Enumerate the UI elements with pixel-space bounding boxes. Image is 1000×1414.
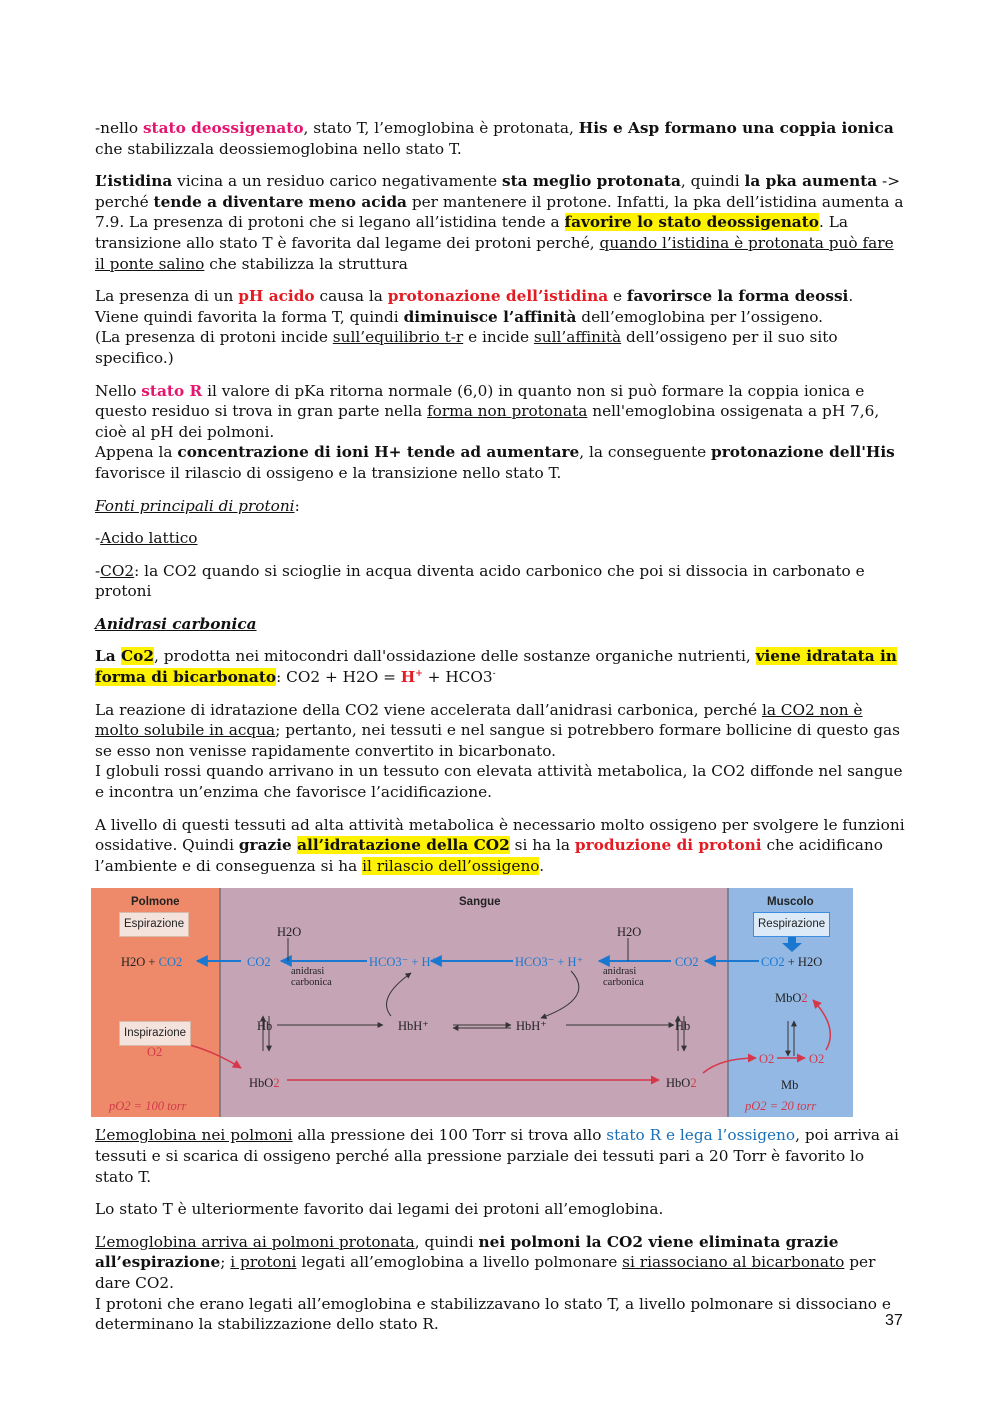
text: La presenza di un [95, 287, 239, 306]
hbh-right: HbH⁺ [516, 1019, 547, 1034]
text: ; [220, 1253, 231, 1272]
anidrasi-left [291, 966, 332, 988]
text: , poi arriva ai tessuti e si scarica di ossigeno perché alla pressione parziale dei tessuti pari a 20 Torr è favorito lo stato T. [95, 1126, 899, 1186]
red-text: H [400, 668, 416, 687]
underlined-text: Acido lattico [100, 529, 198, 548]
text: La reazione di idratazione della CO2 viene accelerata dall’anidrasi carbonica, perché [95, 700, 762, 719]
text: alla pressione dei 100 Torr si trova allo [292, 1126, 607, 1145]
page-number: 37 [885, 1312, 903, 1329]
text: e [608, 287, 627, 306]
text: che stabilizzala deossiemoglobina nello stato T. [95, 139, 462, 158]
paragraph-ph-acido [95, 286, 907, 368]
h2o-left: H2O [277, 925, 302, 940]
o2-lung: O2 [147, 1045, 163, 1060]
text: che stabilizza la struttura [204, 254, 408, 273]
hco3-left [369, 952, 437, 973]
bold-text: sta meglio protonata [501, 172, 681, 191]
text: . [539, 856, 545, 875]
text: , stato T, l’emoglobina è protonata, [303, 119, 579, 137]
hbh-left: HbH⁺ [398, 1019, 429, 1034]
column-label-polmone: Polmone [131, 896, 180, 909]
blue-text: stato R e lega l’ossigeno [606, 1126, 796, 1145]
diagram-graphics [91, 888, 853, 1117]
underlined-text: L’emoglobina arriva ai polmoni protonata [95, 1232, 415, 1251]
paragraph-reazione-idratazione [95, 700, 907, 803]
text: Nello [95, 381, 142, 400]
text: -nello [95, 119, 143, 137]
list-item-co2 [95, 561, 907, 602]
text: HbO [666, 1076, 691, 1091]
text: : CO2 + H2O = [276, 668, 401, 687]
bold-text: protonazione dell'His [711, 443, 895, 462]
highlighted-text: viene idratata in forma di bicarbonato [95, 647, 897, 687]
subscript: 2 [801, 991, 808, 1006]
bold-text: la pka aumenta [744, 172, 878, 191]
po2-lung: pO2 = 100 torr [109, 1099, 187, 1114]
bold-text: His e Asp formano una coppia ionica [578, 119, 894, 137]
text: favorisce il rilascio di ossigeno e la transizione nello stato T. [95, 463, 562, 482]
text: anidrasi [603, 966, 637, 978]
text: vicina a un residuo carico negativamente [172, 172, 502, 191]
bold-text: concentrazione di ioni H+ tende ad aumentare [177, 443, 580, 462]
dash: - [95, 529, 101, 548]
text: , la conseguente [579, 443, 712, 462]
italic-underlined-text: Fonti principali di protoni [95, 496, 295, 515]
bold-text: tende a diventare meno acida [153, 192, 407, 211]
text: e incide [463, 328, 534, 347]
lung-equation [121, 952, 182, 973]
underlined-text: sull’affinità [533, 328, 622, 347]
hb-left: Hb [257, 1019, 273, 1034]
text: , prodotta nei mitocondri dall'ossidazione delle sostanze organiche nutrienti, [154, 647, 756, 666]
text: -> perché [95, 172, 901, 211]
text: dell’ossigeno per il suo sito specifico.) [95, 328, 838, 367]
text: si ha la [509, 836, 575, 855]
underlined-text: la CO2 non è molto solubile in acqua [95, 700, 863, 740]
bold-text: L’istidina [95, 172, 173, 191]
text: + H2O [784, 955, 823, 970]
dash: - [95, 561, 101, 580]
mb: Mb [781, 1078, 799, 1093]
paragraph-emoglobina-protonata [95, 1232, 907, 1335]
underlined-text: quando l’istidina è protonata può fare il ponte salino [95, 233, 894, 273]
hbo2-right [666, 1073, 697, 1094]
bold-text: diminuisce l’affinità [403, 307, 577, 326]
co2-blue: CO2 [761, 955, 785, 970]
highlighted-text: il rilascio dell’ossigeno [362, 856, 540, 875]
co2-blue: CO2 [158, 955, 183, 970]
text: per mantenere il protone. Infatti, la pka dell’istidina aumenta a 7.9. La presenza di protoni che si legano all’istidina tende a [95, 192, 904, 232]
paragraph-deossigenato [95, 118, 907, 159]
text: : la CO2 quando si scioglie in acqua diventa acido carbonico che poi si dissocia in carbonato e protoni [95, 561, 865, 601]
mbo2 [775, 988, 808, 1009]
hco3-h-text: HCO3⁻ + H⁺ [515, 955, 584, 970]
column-label-muscolo: Muscolo [767, 896, 814, 909]
text: causa la [314, 287, 388, 306]
list-item-acido-lattico [95, 528, 907, 549]
underlined-text: L’emoglobina nei polmoni [95, 1126, 293, 1145]
highlight-stato-r: stato R [141, 381, 203, 400]
bohr-effect-diagram [91, 888, 853, 1117]
text: I globuli rossi quando arrivano in un tessuto con elevata attività metabolica, la CO2 diffonde nel sangue e incontra un’enzima che favorisce l’acidificazione. [95, 762, 903, 802]
paragraph-istidina [95, 171, 907, 274]
paragraph-stato-t: Lo stato T è ulteriormente favorito dai legami dei protoni all’emoglobina. [95, 1200, 664, 1219]
inspirazione-label: Inspirazione [119, 1021, 191, 1046]
text: legati all’emoglobina a livello polmonare [296, 1253, 623, 1272]
subscript: 2 [690, 1076, 697, 1091]
text: H2O + [121, 955, 159, 970]
text: HbO [249, 1076, 274, 1091]
text: : [294, 496, 300, 515]
underlined-text: sull’equilibrio t-r [332, 328, 464, 347]
muscle-equation [761, 952, 822, 973]
hbo2-left [249, 1073, 280, 1094]
superscript: - [492, 668, 496, 679]
superscript: + [415, 668, 423, 679]
text: il valore di pKa ritorna normale (6,0) in quanto non si può formare la coppia ionica e questo residuo si trova in gran parte nella [95, 381, 865, 421]
highlighted-text: favorire lo stato deossigenato [564, 213, 819, 232]
bold-text: nei polmoni la CO2 viene eliminata grazie all’espirazione [95, 1232, 839, 1272]
fonti-heading [95, 496, 907, 517]
underlined-text: CO2 [100, 561, 135, 580]
text: anidrasi [291, 966, 325, 978]
hco3-right [515, 952, 583, 973]
bold-text: La [95, 647, 121, 666]
text: , quindi [680, 172, 745, 191]
text: Viene quindi favorita la forma T, quindi [95, 307, 404, 326]
paragraph-emoglobina-polmoni [95, 1125, 907, 1187]
espirazione-label: Espirazione [119, 912, 189, 937]
text: dell’emoglobina per l’ossigeno. [576, 307, 824, 326]
paragraph-stato-r [95, 381, 907, 484]
underlined-text: si riassociano al bicarbonato [622, 1253, 845, 1272]
text: per dare CO2. [95, 1253, 876, 1292]
red-text: protonazione dell’istidina [387, 287, 609, 306]
text: , quindi [414, 1232, 479, 1251]
o2-muscle-right: O2 [809, 1052, 825, 1067]
anidrasi-right [603, 966, 644, 988]
text: carbonica [603, 977, 644, 989]
po2-muscle: pO2 = 20 torr [745, 1099, 817, 1114]
hco3-h-text: HCO3⁻ + H⁺ [369, 955, 438, 970]
respirazione-label: Respirazione [753, 912, 830, 937]
bold-text: grazie [238, 836, 298, 855]
subscript: 2 [273, 1076, 280, 1091]
paragraph-tessuti-metabolici [95, 815, 907, 877]
co2-left: CO2 [247, 955, 271, 970]
text: . La transizione allo stato T è favorita dal legame dei protoni perché, [95, 213, 849, 252]
text: . [848, 287, 854, 306]
o2-muscle-left: O2 [759, 1052, 775, 1067]
co2-right: CO2 [675, 955, 699, 970]
text: I protoni che erano legati all’emoglobina e stabilizzavano lo stato T, a livello polmonare si dissociano e determinano la stabilizzazione dello stato R. [95, 1294, 891, 1334]
highlighted-text: all’idratazione della CO2 [297, 836, 510, 855]
underlined-text: forma non protonata [427, 402, 588, 421]
column-label-sangue: Sangue [459, 896, 501, 909]
text: + HCO3 [422, 668, 493, 687]
red-text: produzione di protoni [574, 836, 762, 855]
text: ; pertanto, nei tessuti e nel sangue si potrebbero formare bollicine di questo gas se esso non venisse rapidamente convertito in bicarbonato. [95, 721, 900, 760]
paragraph-co2-idratata [95, 646, 907, 687]
text: che acidificano l’ambiente e di conseguenza si ha [95, 836, 883, 875]
text: Appena la [95, 443, 178, 462]
h2o-right: H2O [617, 925, 642, 940]
underlined-text: i protoni [230, 1253, 297, 1272]
highlighted-text: Co2 [121, 647, 155, 666]
text: nell'emoglobina ossigenata a pH 7,6, cioè al pH dei polmoni. [95, 402, 880, 441]
page-body [95, 118, 907, 1347]
section-title: Anidrasi carbonica [95, 614, 257, 633]
hb-right: Hb [675, 1019, 691, 1034]
text: carbonica [291, 977, 332, 989]
section-heading-anidrasi [95, 614, 907, 635]
text: MbO [775, 991, 802, 1006]
bold-text: favorirsce la forma deossi [626, 287, 849, 306]
highlight-stato-deossigenato: stato deossigenato [142, 119, 304, 137]
text: (La presenza di protoni incide [95, 328, 333, 347]
red-text: pH acido [238, 287, 315, 306]
text: A livello di questi tessuti ad alta attività metabolica è necessario molto ossigeno per svolgere le funzioni ossidative. Quindi [95, 815, 905, 855]
